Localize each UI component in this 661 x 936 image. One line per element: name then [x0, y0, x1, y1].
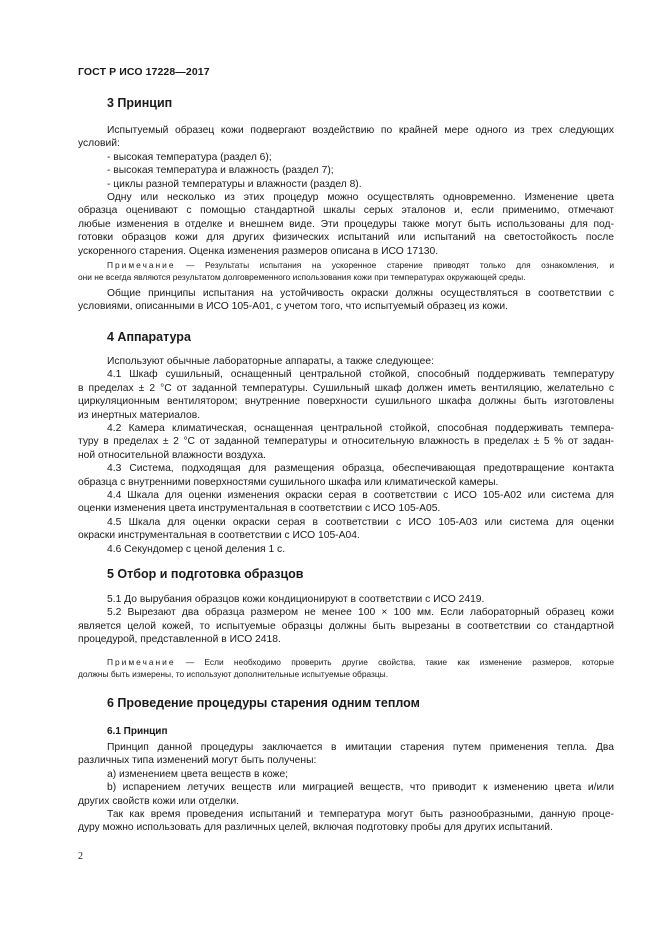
- list-item: - высокая температура (раздел 6);: [107, 151, 272, 163]
- section-3-para-1: [78, 124, 614, 191]
- section-3-para-2: [78, 191, 614, 258]
- text-line: ускоренного старения. Оценка изменения размеров описана в ИСО 17130.: [78, 245, 439, 257]
- section-4-title: 4 Аппаратура: [107, 330, 191, 344]
- note-text: — Если необходимо проверить другие свойства, такие как изменение размеров, которые: [185, 657, 614, 667]
- text-line: в пределах ± 2 °С от заданной температуры. Сушильный шкаф должен иметь вентиляцию, желательно с: [78, 382, 614, 394]
- section-4-body: [78, 355, 614, 556]
- text-line: Используют обычные лабораторные аппараты, а также следующее:: [107, 356, 434, 367]
- text-line: 4.5 Шкала для оценки окраски серая в соответствии с ИСО 105-А03 или система для оценки: [107, 516, 614, 528]
- note-line: они не всегда являются результатом долговременного использования кожи при температурах окружающей среды.: [78, 272, 526, 282]
- text-line: 4.4 Шкала для оценки изменения окраски серая в соответствии с ИСО 105-А02 или система для: [107, 490, 614, 502]
- text-line: дуру можно использовать для различных целей, включая подготовку пробы для других испытаний.: [78, 822, 553, 834]
- text-line: оценки изменения цвета инструментальная в соответствии с ИСО 105-А05.: [78, 503, 441, 515]
- text-line: 4.6 Секундомер с ценой деления 1 с.: [107, 543, 286, 555]
- note-text: — Результаты испытания на ускоренное старение приводят только для ознакомления, и: [186, 260, 615, 270]
- text-line: готовки образцов кожи для других физических испытаний или испытаний на светостойкость после: [78, 232, 614, 244]
- text-line: условиями, описанными в ИСО 105-А01, с учетом того, что испытуемый образец из кожи.: [78, 301, 508, 313]
- section-5-note: [78, 656, 614, 680]
- list-item: а) изменением цвета веществ в коже;: [107, 768, 289, 780]
- list-item: - высокая температура и влажность (раздел 7);: [107, 165, 334, 177]
- text-line: любые изменения в отделке и внешнем виде. Эти процедуры также могут быть использованы для под-: [78, 218, 614, 230]
- section-5-title: 5 Отбор и подготовка образцов: [107, 567, 304, 581]
- note-line: [78, 656, 614, 668]
- page-number: 2: [78, 851, 83, 862]
- note-line: [78, 259, 614, 271]
- text-line: 4.1 Шкаф сушильный, оснащенный центральной стойкой, способный поддерживать температуру: [107, 369, 614, 381]
- list-item: - циклы разной температуры и влажности (раздел 8).: [107, 178, 362, 190]
- list-item: b) испарением летучих веществ или миграцией веществ, что приводит к изменению цвета и/или: [107, 782, 614, 794]
- text-line: Принцип данной процедуры заключается в имитации старения путем применения тепла. Два: [107, 742, 614, 753]
- section-5-body: [78, 593, 614, 647]
- text-line: Одну или несколько из этих процедур можно осуществлять одновременно. Изменение цвета: [107, 192, 614, 203]
- text-line: туру в пределах ± 2 °С от заданной температуры и относительную влажность в пределах ± 5 % от задан-: [78, 436, 614, 448]
- text-line: других свойств кожи или отделки.: [78, 795, 239, 807]
- text-line: 4.3 Система, подходящая для размещения образца, обеспечивающая предотвращение контакта: [107, 463, 614, 475]
- text-line: Испытуемый образец кожи подвергают воздействию по крайней мере одного из трех следующих: [107, 125, 614, 136]
- text-line: образца оценивают с помощью стандартной шкалы серых эталонов и, если применимо, отмечают: [78, 205, 614, 217]
- text-line: ной относительной влажности воздуха.: [78, 449, 266, 461]
- text-line: циркуляционным вентилятором; внутренние поверхности сушильного шкафа должны быть изготовлены: [78, 396, 614, 408]
- subsection-6-1-title: 6.1 Принцип: [107, 726, 168, 737]
- text-line: образца с внутренними поверхностями сушильного шкафа или климатической камеры.: [78, 476, 499, 488]
- section-3-note: [78, 259, 614, 283]
- note-label: Примечание: [107, 260, 176, 270]
- text-line: условий:: [78, 138, 120, 150]
- section-3-para-3: [78, 287, 614, 314]
- text-line: из инертных материалов.: [78, 409, 201, 421]
- note-line: должны быть измерены, то используют дополнительные испытуемые образцы.: [78, 669, 389, 679]
- section-6-title: 6 Проведение процедуры старения одним теплом: [107, 696, 420, 710]
- text-line: различных типа изменений могут быть получены:: [78, 755, 317, 767]
- text-line: 5.2 Вырезают два образца размером не менее 100 × 100 мм. Если лабораторный образец кожи: [107, 607, 614, 619]
- document-header: ГОСТ Р ИСО 17228—2017: [78, 66, 210, 78]
- text-line: 4.2 Камера климатическая, оснащенная центральной стойкой, способная поддерживать темпера-: [107, 423, 614, 435]
- note-label: Примечание: [107, 657, 176, 667]
- text-line: Так как время проведения испытаний и температура могут быть разнообразными, данную проце-: [107, 809, 614, 821]
- text-line: является целой кожей, то испытуемые образцы должны быть вырезаны в соответствии со стандартной: [78, 620, 614, 632]
- section-6-body: [78, 741, 614, 835]
- text-line: окраски инструментальная в соответствии с ИСО 105-А04.: [78, 530, 360, 542]
- text-line: Общие принципы испытания на устойчивость окраски должны осуществляться в соответствии с: [107, 288, 614, 299]
- text-line: процедурой, представленной в ИСО 2418.: [78, 634, 281, 646]
- section-3-title: 3 Принцип: [107, 96, 173, 110]
- text-line: 5.1 До вырубания образцов кожи кондиционируют в соответствии с ИСО 2419.: [107, 594, 485, 605]
